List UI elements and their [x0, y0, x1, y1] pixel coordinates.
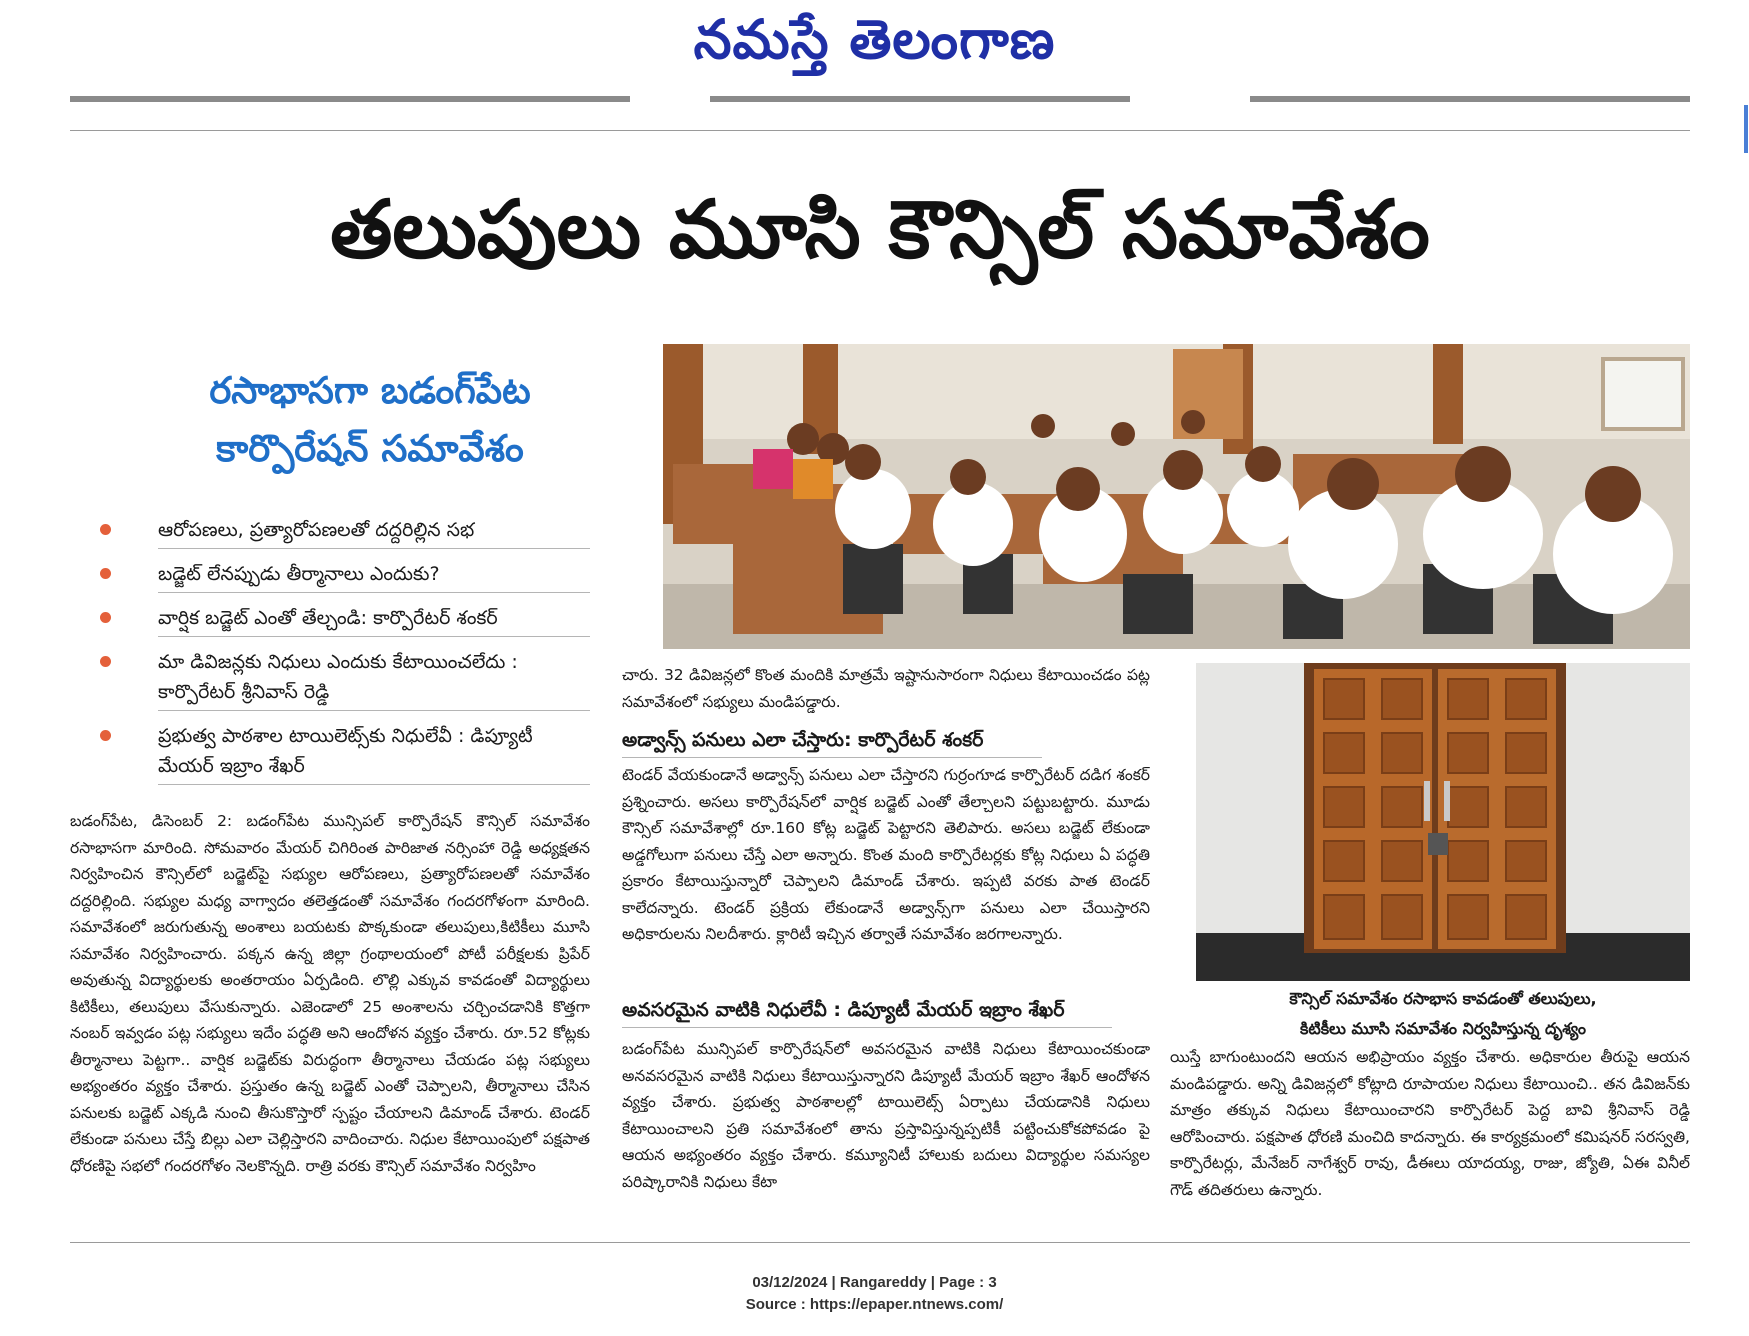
subhead-line-1: రసాభాసగా బడంగ్‌పేట	[209, 369, 531, 412]
meeting-photo	[663, 344, 1690, 649]
article-column-3: యిస్తే బాగుంటుందని ఆయన అభిప్రాయం వ్యక్తం చేశారు. అధికారుల తీరుపై ఆయన మండిపడ్డారు. అన్ని డివిజన్లలో కోట్లాది రూపాయల నిధులు కేటాయించి.. తన డివిజన్‌కు మాత్రం తక్కువ నిధులు కేటాయించారని కార్పొరేటర్ పెద్ద బావి శ్రీనివాస్ రెడ్డి ఆరోపించారు. పక్షపాత ధోరణి మంచిది కాదన్నారు. ఈ కార్యక్రమంలో కమిషనర్ సరస్వతి, కార్పొరేటర్లు, మేనేజర్ నాగేశ్వర్ రావు, డీఈలు యాదయ్య, రాజు, జ్యోతి, ఏఈ వినీల్ గౌడ్ తదితరులు ఉన్నారు.	[1170, 1048, 1690, 1199]
top-rule	[70, 130, 1690, 131]
footer-source-link[interactable]: Source : https://epaper.ntnews.com/	[745, 1296, 1004, 1313]
bullet-icon	[100, 730, 111, 741]
subhead	[100, 362, 640, 478]
highlight-item: ప్రభుత్వ పాఠశాల టాయిలెట్స్‌కు నిధులేవీ : డిప్యూటీ మేయర్ ఇబ్రాం శేఖర్	[90, 721, 590, 785]
highlight-item: ఆరోపణలు, ప్రత్యారోపణలతో దద్దరిల్లిన సభ	[90, 515, 590, 549]
article-column-1: బడంగ్‌పేట, డిసెంబర్ 2: బడంగ్‌పేట మున్సిపల్ కార్పొరేషన్ కౌన్సిల్ సమావేశం రసాభాసగా మారింది. సోమవారం మేయర్ చిగిరింత పారిజాత నర్సింహా రెడ్డి అధ్యక్షతన నిర్వహించిన కౌన్సిల్‌లో బడ్జెట్‌పై సభ్యుల ఆరోపణలు, ప్రత్యారోపణలతో సమావేశం దద్దరిల్లింది. సభ్యుల మధ్య వాగ్వాదం తలెత్తడంతో సమావేశం గందరగోళంగా మారింది. సమావేశంలో జరుగుతున్న అంశాలు బయటకు పొక్కకుండా తలుపులు,కిటికీలు మూసి సమావేశం నిర్వహించారు. పక్కన ఉన్న జిల్లా గ్రంథాలయంలో పోటీ పరీక్షలకు ప్రిపేర్ అవుతున్న విద్యార్థులకు అంతరాయం ఏర్పడింది. లొల్లి ఎక్కువ కావడంతో విద్యార్థులు కిటికీలు, తలుపులు వేసుకున్నారు. ఎజెండాలో 25 అంశాలను చర్చించడానికి కొత్తగా నంబర్ ఇవ్వడం పట్ల సభ్యులు ఇదేం పద్ధతి అని ఆందోళన వ్యక్తం చేశారు. రూ.52 కోట్లకు తీర్మానాలు పెట్టగా.. వార్షిక బడ్జెట్‌కు విరుద్ధంగా తీర్మానాలు చేయడం పట్ల సభ్యులు అభ్యంతరం వ్యక్తం చేశారు. ప్రస్తుతం ఉన్న బడ్జెట్ ఎంతో చెప్పాలని, తీర్మానాలు చేసిన పనులకు బడ్జెట్ ఎక్కడి నుంచి తీసుకొస్తారో స్పష్టం చేయాలని డిమాండ్ చేశారు. టెండర్ లేకుండా పనులు చేస్తే బిల్లు ఎలా చెల్లిస్తారని వాదించారు. నిధుల కేటాయింపులో పక్షపాత ధోరణిపై సభలో గందరగోళం నెలకొన్నది. రాత్రి వరకు కౌన్సిల్ సమావేశం నిర్వహిం	[70, 812, 590, 1175]
bullet-icon	[100, 568, 111, 579]
article-column-2-top: చారు. 32 డివిజన్లలో కొంత మందికి మాత్రమే ఇష్టానుసారంగా నిధులు కేటాయించడం పట్ల సమావేశంలో సభ్యులు మండిపడ్డారు.	[622, 666, 1150, 711]
bullet-icon	[100, 656, 111, 667]
section-body-advance-works: టెండర్ వేయకుండానే అడ్వాన్స్ పనులు ఎలా చేస్తారని గుర్రంగూడ కార్పొరేటర్ దడిగ శంకర్ ప్రశ్నించారు. అసలు కార్పొరేషన్‌లో వార్షిక బడ్జెట్ ఎంతో తేల్చాలని పట్టుబట్టారు. మూడు కౌన్సిల్ సమావేశాల్లో రూ.160 కోట్ల బడ్జెట్ పెట్టారని తెలిపారు. అసలు బడ్జెట్ లేకుండా అడ్డగోలుగా పనులు చేస్తే ఎలా అన్నారు. కొంత మంది కార్పొరేటర్లకు కోట్ల నిధులు ఏ పద్ధతి ప్రకారం కేటాయిస్తున్నారో చెప్పాలని డిమాండ్ చేశారు. ఇప్పటి వరకు పాత టెండర్ కాలేదన్నారు. టెండర్ ప్రక్రియ లేకుండానే అడ్వాన్స్‌గా పనులు ఎలా చేయిస్తారని అధికారులను నిలదీశారు. క్లారిటీ ఇచ్చిన తర్వాతే సమావేశం జరగాలన్నారు.	[622, 766, 1150, 943]
photo-caption	[1196, 984, 1690, 1044]
door-photo	[1196, 663, 1690, 981]
page-footer	[0, 1272, 1749, 1316]
footer-edition-info: 03/12/2024 | Rangareddy | Page : 3	[752, 1274, 997, 1291]
subhead-line-2: కార్పొరేషన్ సమావేశం	[216, 427, 524, 470]
side-marker	[1744, 105, 1748, 153]
top-strip	[70, 92, 1690, 106]
section-body-deputy-mayor: బడంగ్‌పేట మున్సిపల్ కార్పొరేషన్‌లో అవసరమైన వాటికి నిధులు కేటాయించకుండా అనవసరమైన వాటికి నిధులు కేటాయిస్తున్నారని డిప్యూటీ మేయర్ ఇబ్రాం శేఖర్ ఆందోళన వ్యక్తం చేశారు. ప్రభుత్వ పాఠశాలల్లో టాయిలెట్స్ ఏర్పాటు చేయడానికి నిధులు కేటాయించాలని ప్రతి సమావేశంలో తాను ప్రస్తావిస్తున్నప్పటికీ పట్టించుకోకపోవడం పై ఆయన అభ్యంతరం వ్యక్తం చేశారు. కమ్యూనిటీ హాలుకు బదులు విద్యార్థుల సమస్యల పరిష్కారానికి నిధులు కేటా	[622, 1040, 1150, 1191]
caption-line-1: కౌన్సిల్ సమావేశం రసాభాస కావడంతో తలుపులు,	[1289, 989, 1597, 1008]
bullet-icon	[100, 612, 111, 623]
caption-line-2: కిటికీలు మూసి సమావేశం నిర్వహిస్తున్న దృశ్యం	[1300, 1019, 1586, 1038]
headline: తలుపులు మూసి కౌన్సిల్ సమావేశం	[330, 183, 1430, 276]
masthead-logo: నమస్తే తెలంగాణ	[693, 8, 1056, 71]
bullet-icon	[100, 524, 111, 535]
section-heading-deputy-mayor: అవసరమైన వాటికి నిధులేవీ : డిప్యూటీ మేయర్ ఇబ్రాం శేఖర్	[622, 995, 1112, 1028]
highlight-item: మా డివిజన్లకు నిధులు ఎందుకు కేటాయించలేదు : కార్పొరేటర్ శ్రీనివాస్ రెడ్డి	[90, 647, 590, 711]
highlight-item: బడ్జెట్ లేనప్పుడు తీర్మానాలు ఎందుకు?	[90, 559, 590, 593]
highlight-item: వార్షిక బడ్జెట్ ఎంతో తేల్చండి: కార్పొరేటర్ శంకర్	[90, 603, 590, 637]
section-heading-advance-works: అడ్వాన్స్ పనులు ఎలా చేస్తారు: కార్పొరేటర్ శంకర్	[622, 725, 1042, 758]
bottom-rule	[70, 1242, 1690, 1243]
highlights-list	[90, 515, 590, 795]
